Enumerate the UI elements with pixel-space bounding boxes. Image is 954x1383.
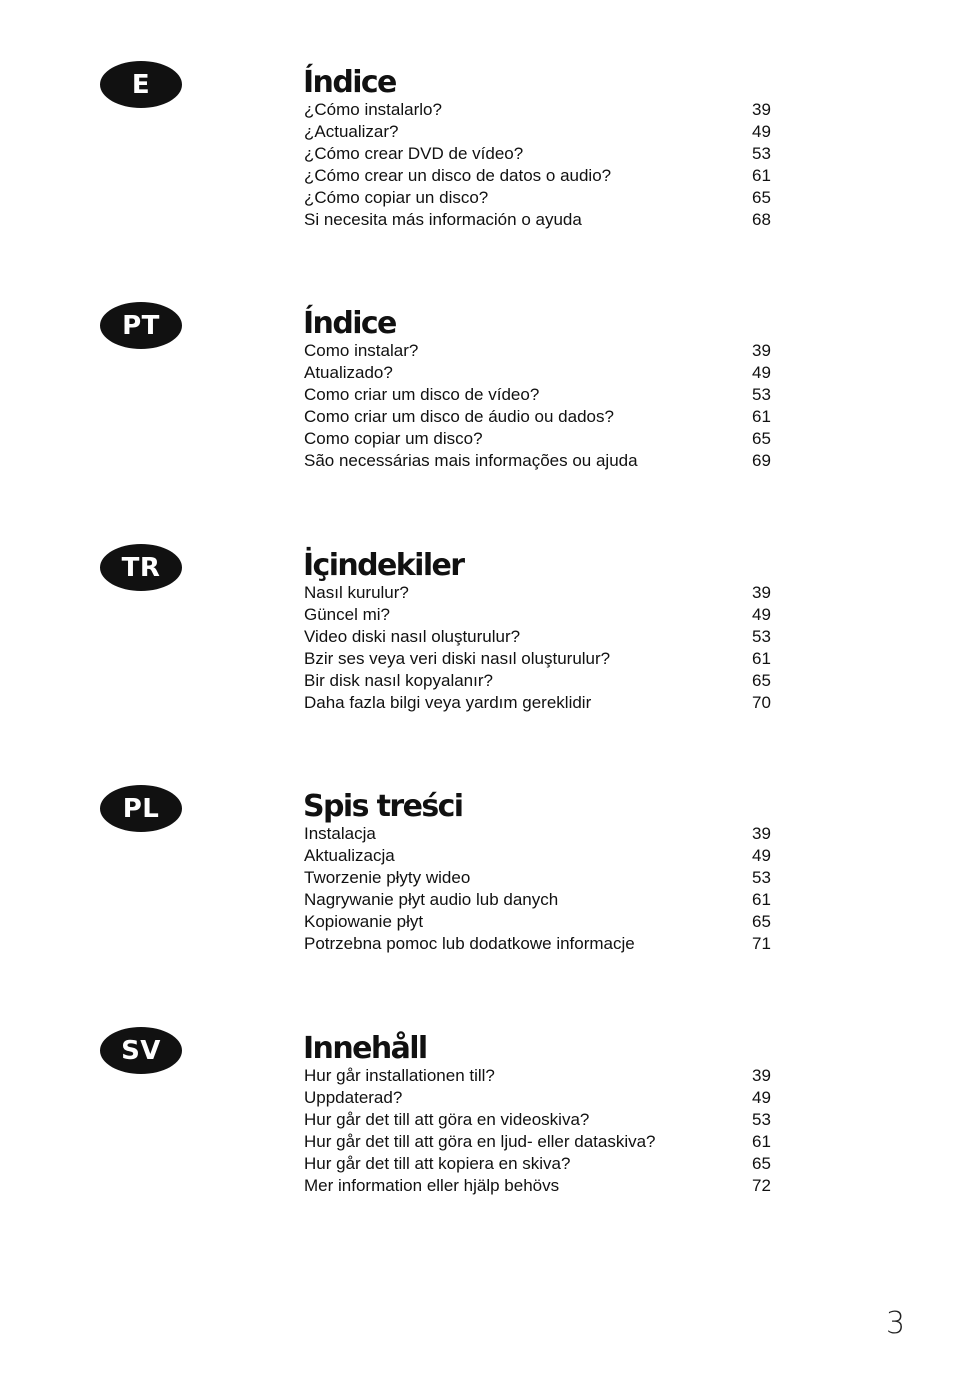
entry-page: 53	[752, 627, 771, 646]
entry-page: 65	[752, 912, 771, 931]
entry-label: Como copiar um disco?	[304, 429, 483, 448]
entry-label: Aktualizacja	[304, 846, 395, 865]
toc-section-tr	[0, 544, 954, 744]
entry-label: Hur går det till att göra en ljud- eller dataskiva?	[304, 1132, 656, 1151]
entry-label: Potrzebna pomoc lub dodatkowe informacje	[304, 934, 635, 953]
toc-list	[304, 823, 776, 955]
toc-entry[interactable]	[304, 1131, 776, 1153]
language-badge: TR	[100, 544, 182, 591]
language-badge: E	[100, 61, 182, 108]
entry-label: ¿Cómo crear DVD de vídeo?	[304, 144, 524, 163]
entry-page: 49	[752, 363, 771, 382]
entry-page: 69	[752, 451, 771, 470]
toc-list	[304, 99, 776, 231]
page-number: 3	[886, 1306, 906, 1341]
entry-label: Bir disk nasıl kopyalanır?	[304, 671, 493, 690]
entry-page: 53	[752, 1110, 771, 1129]
entry-label: Como instalar?	[304, 341, 419, 360]
toc-entry[interactable]	[304, 604, 776, 626]
entry-label: Instalacja	[304, 824, 376, 843]
entry-page: 39	[752, 583, 771, 602]
toc-entry[interactable]	[304, 165, 776, 187]
toc-entry[interactable]	[304, 1153, 776, 1175]
section-title: İçindekiler	[303, 548, 464, 583]
entry-page: 49	[752, 846, 771, 865]
entry-label: Bzir ses veya veri diski nasıl oluşturulur?	[304, 649, 611, 668]
entry-page: 72	[752, 1176, 771, 1195]
toc-entry[interactable]	[304, 340, 776, 362]
entry-label: Uppdaterad?	[304, 1088, 403, 1107]
toc-entry[interactable]	[304, 99, 776, 121]
entry-page: 39	[752, 824, 771, 843]
section-title: Spis treści	[303, 789, 463, 824]
entry-page: 61	[752, 649, 771, 668]
toc-entry[interactable]	[304, 933, 776, 955]
toc-entry[interactable]	[304, 823, 776, 845]
toc-list	[304, 340, 776, 472]
entry-page: 39	[752, 100, 771, 119]
language-badge: PL	[100, 785, 182, 832]
toc-entry[interactable]	[304, 428, 776, 450]
toc-entry[interactable]	[304, 582, 776, 604]
entry-label: Si necesita más información o ayuda	[304, 210, 582, 229]
entry-label: Hur går installationen till?	[304, 1066, 495, 1085]
entry-page: 61	[752, 407, 771, 426]
entry-page: 49	[752, 1088, 771, 1107]
entry-page: 53	[752, 144, 771, 163]
toc-section-pl	[0, 785, 954, 985]
entry-page: 53	[752, 385, 771, 404]
toc-entry[interactable]	[304, 626, 776, 648]
entry-label: Nasıl kurulur?	[304, 583, 409, 602]
entry-label: Daha fazla bilgi veya yardım gereklidir	[304, 693, 592, 712]
toc-entry[interactable]	[304, 1109, 776, 1131]
toc-entry[interactable]	[304, 670, 776, 692]
entry-page: 70	[752, 693, 771, 712]
language-badge: PT	[100, 302, 182, 349]
toc-entry[interactable]	[304, 406, 776, 428]
entry-label: ¿Actualizar?	[304, 122, 399, 141]
toc-entry[interactable]	[304, 121, 776, 143]
toc-entry[interactable]	[304, 867, 776, 889]
toc-section-es	[0, 61, 954, 261]
language-badge: SV	[100, 1027, 182, 1074]
entry-page: 49	[752, 605, 771, 624]
entry-label: ¿Cómo crear un disco de datos o audio?	[304, 166, 612, 185]
toc-entry[interactable]	[304, 450, 776, 472]
section-title: Innehåll	[303, 1031, 427, 1066]
entry-page: 61	[752, 166, 771, 185]
entry-label: Nagrywanie płyt audio lub danych	[304, 890, 559, 909]
toc-entry[interactable]	[304, 911, 776, 933]
toc-list	[304, 582, 776, 714]
toc-entry[interactable]	[304, 845, 776, 867]
entry-page: 39	[752, 1066, 771, 1085]
toc-entry[interactable]	[304, 187, 776, 209]
entry-label: Como criar um disco de vídeo?	[304, 385, 540, 404]
entry-page: 49	[752, 122, 771, 141]
entry-page: 39	[752, 341, 771, 360]
entry-label: Video diski nasıl oluşturulur?	[304, 627, 521, 646]
entry-page: 68	[752, 210, 771, 229]
toc-section-sv	[0, 1027, 954, 1227]
entry-label: ¿Cómo copiar un disco?	[304, 188, 489, 207]
toc-entry[interactable]	[304, 362, 776, 384]
toc-section-pt	[0, 302, 954, 502]
toc-entry[interactable]	[304, 648, 776, 670]
entry-label: Hur går det till att kopiera en skiva?	[304, 1154, 571, 1173]
entry-page: 53	[752, 868, 771, 887]
section-title: Índice	[303, 65, 396, 100]
toc-list	[304, 1065, 776, 1197]
entry-page: 65	[752, 429, 771, 448]
entry-label: Hur går det till att göra en videoskiva?	[304, 1110, 590, 1129]
toc-entry[interactable]	[304, 692, 776, 714]
entry-page: 61	[752, 890, 771, 909]
entry-label: Kopiowanie płyt	[304, 912, 424, 931]
entry-label: Güncel mi?	[304, 605, 390, 624]
entry-page: 61	[752, 1132, 771, 1151]
toc-entry[interactable]	[304, 1065, 776, 1087]
toc-entry[interactable]	[304, 209, 776, 231]
toc-entry[interactable]	[304, 1087, 776, 1109]
entry-label: Mer information eller hjälp behövs	[304, 1176, 560, 1195]
entry-label: Atualizado?	[304, 363, 393, 382]
toc-entry[interactable]	[304, 384, 776, 406]
toc-entry[interactable]	[304, 1175, 776, 1197]
entry-label: Como criar um disco de áudio ou dados?	[304, 407, 614, 426]
section-title: Índice	[303, 306, 396, 341]
entry-page: 71	[752, 934, 771, 953]
entry-page: 65	[752, 1154, 771, 1173]
entry-label: São necessárias mais informações ou ajuda	[304, 451, 638, 470]
toc-entry[interactable]	[304, 889, 776, 911]
entry-label: Tworzenie płyty wideo	[304, 868, 471, 887]
entry-page: 65	[752, 188, 771, 207]
entry-page: 65	[752, 671, 771, 690]
toc-entry[interactable]	[304, 143, 776, 165]
entry-label: ¿Cómo instalarlo?	[304, 100, 442, 119]
